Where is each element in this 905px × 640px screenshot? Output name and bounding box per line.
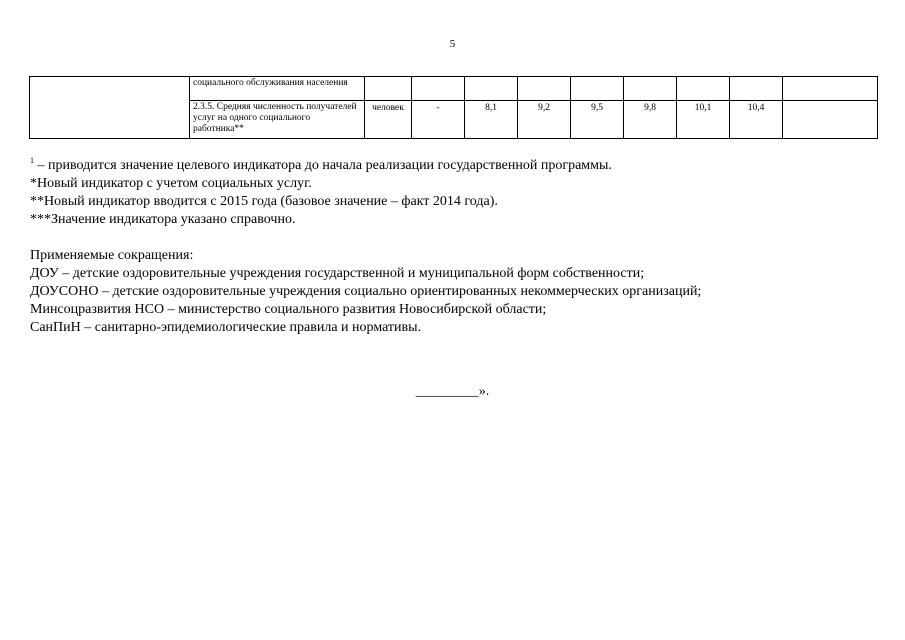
footnote-4: ***Значение индикатора указано справочно. [30,212,296,227]
value-cell: 10,1 [677,101,730,139]
value-cell [518,77,571,101]
value-cell [730,77,783,101]
indicator-table [29,76,878,139]
unit-cell [365,77,412,101]
abbreviation-item: Минсоцразвития НСО – министерство социального развития Новосибирской области; [30,302,547,317]
value-cell: 9,5 [571,101,624,139]
footnote-3: **Новый индикатор вводится с 2015 года (базовое значение – факт 2014 года). [30,194,498,209]
value-cell: - [412,101,465,139]
value-cell: 9,2 [518,101,571,139]
value-cell [412,77,465,101]
value-cell [624,77,677,101]
spacer [30,229,890,247]
value-cell: 8,1 [465,101,518,139]
abbreviation-item: ДОУСОНО – детские оздоровительные учреждения социально ориентированных некоммерческих организаций; [30,284,702,299]
value-cell [783,101,878,139]
footnote-mark: 1 [30,156,34,165]
footnote-2: *Новый индикатор с учетом социальных услуг. [30,176,312,191]
unit-cell: человек [365,101,412,139]
value-cell [783,77,878,101]
closing-mark: _________». [415,384,490,399]
indicator-cell: 2.3.5. Средняя численность получателей услуг на одного социального работника** [190,101,365,139]
table-row [30,77,878,101]
footnote-1 [30,157,890,175]
notes-section [30,157,890,337]
value-cell: 9,8 [624,101,677,139]
program-cell [30,77,190,139]
footnote-1-text: – приводится значение целевого индикатора до начала реализации государственной программы. [34,158,612,173]
indicator-cell: социального обслуживания населения [190,77,365,101]
value-cell [571,77,624,101]
page-number: 5 [449,38,456,50]
abbreviations-heading: Применяемые сокращения: [30,248,194,263]
abbreviation-item: СанПиН – санитарно-эпидемиологические правила и нормативы. [30,320,422,335]
abbreviation-item: ДОУ – детские оздоровительные учреждения государственной и муниципальной форм собственности; [30,266,645,281]
value-cell [465,77,518,101]
value-cell [677,77,730,101]
value-cell: 10,4 [730,101,783,139]
